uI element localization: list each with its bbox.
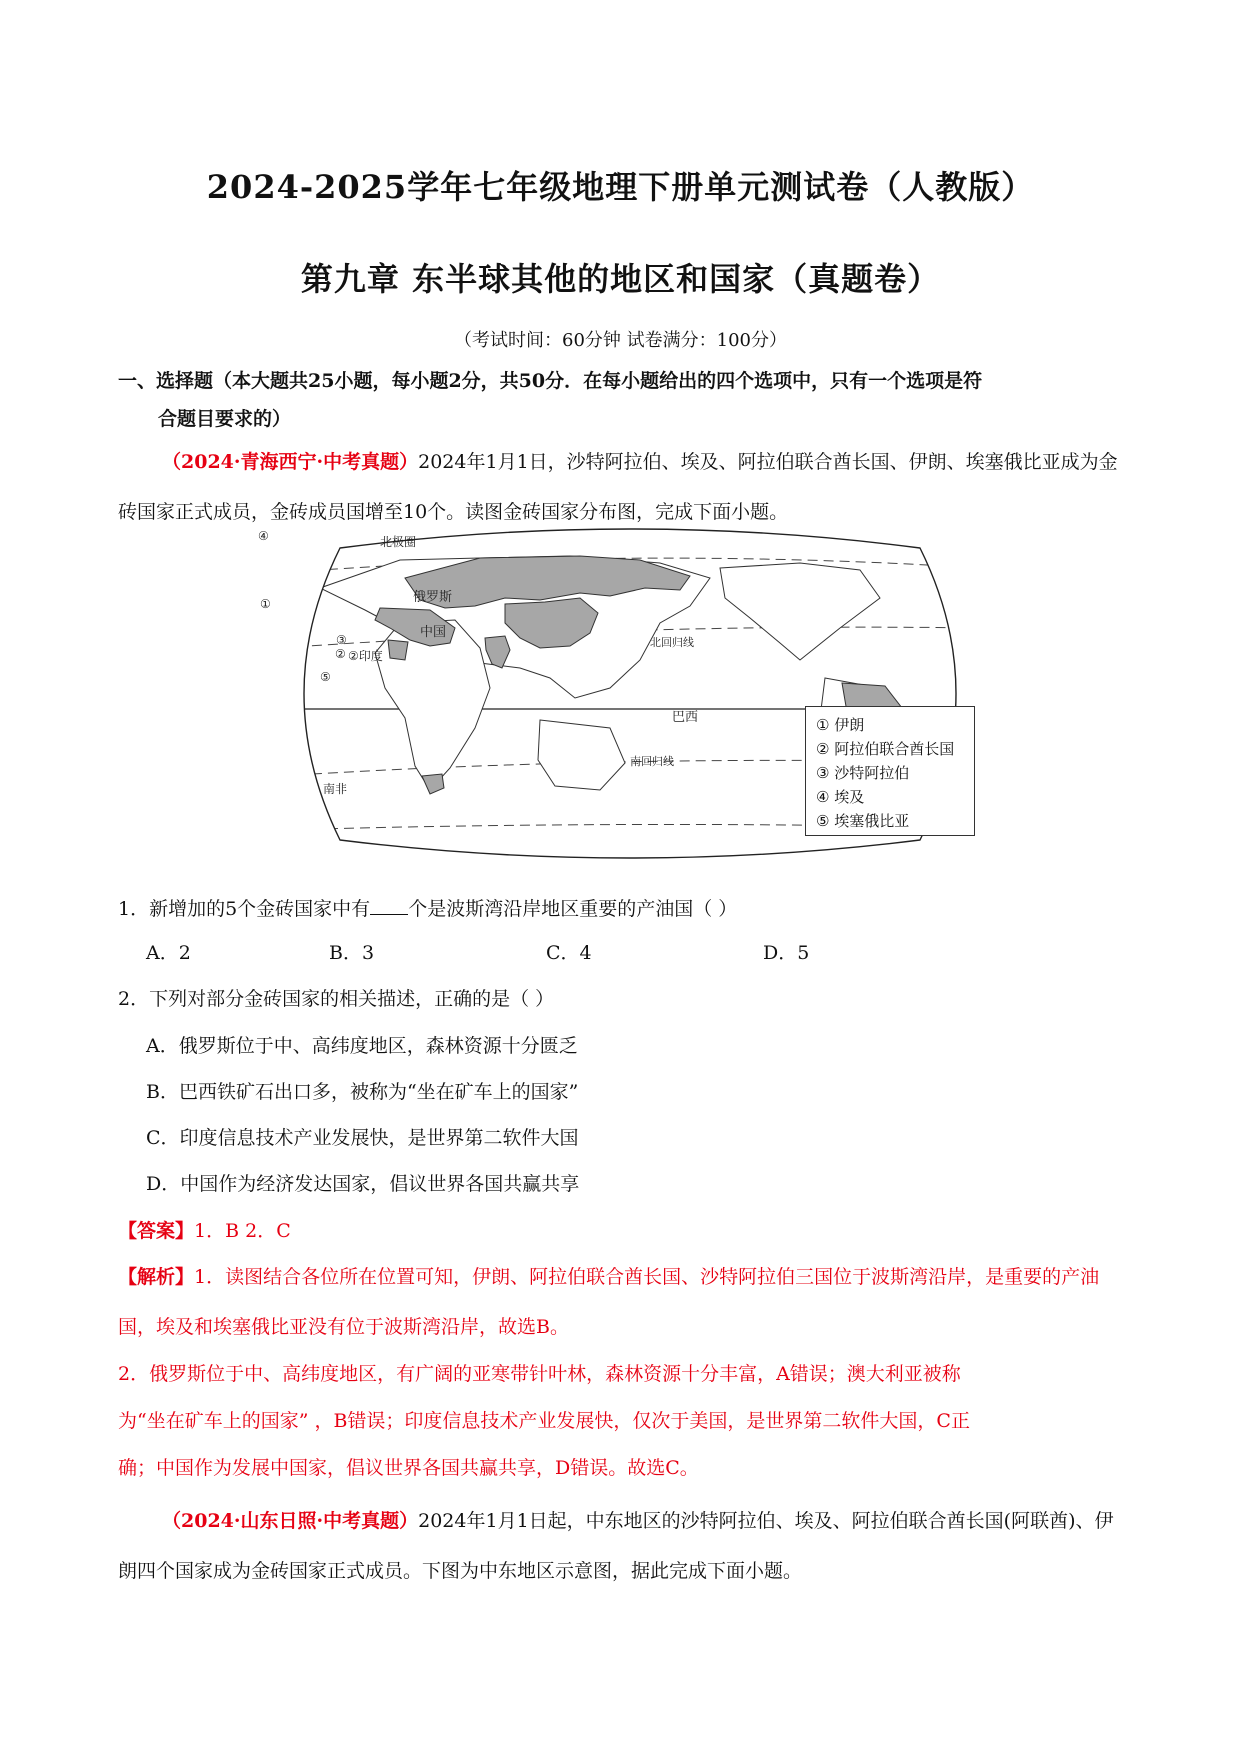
legend-item: ① 伊朗	[816, 716, 865, 734]
analysis-p1	[118, 1252, 1128, 1352]
question-1-stem	[118, 894, 737, 921]
south-africa-label: 南非	[323, 782, 348, 796]
marker-1: ①	[260, 597, 271, 611]
passage-2-source: （2024·山东日照·中考真题）	[162, 1510, 419, 1532]
question-1-stem-before: 1．新增加的5个金砖国家中有	[118, 898, 371, 920]
q2-option-d[interactable]: D．中国作为经济发达国家，倡议世界各国共赢共享	[146, 1173, 580, 1195]
q1-option-c[interactable]: C．4	[546, 942, 592, 964]
q1-option-a[interactable]: A．2	[146, 942, 191, 964]
brazil-label: 巴西	[672, 710, 699, 725]
section-heading-line2: 合题目要求的）	[158, 408, 292, 430]
analysis-p1-text: 1．读图结合各位所在位置可知，伊朗、阿拉伯联合酋长国、沙特阿拉伯三国位于波斯湾沿岸，是重要的产油国，埃及和埃塞俄比亚没有位于波斯湾沿岸，故选B。	[118, 1266, 1100, 1338]
ethiopia-region	[388, 640, 408, 660]
marker-4: ④	[258, 529, 269, 543]
answer-label: 【答案】	[118, 1220, 195, 1242]
answer-text: 1．B 2．C	[194, 1220, 291, 1242]
marker-5: ⑤	[320, 670, 331, 684]
q2-option-b[interactable]: B．巴西铁矿石出口多，被称为“坐在矿车上的国家”	[146, 1081, 579, 1103]
q1-option-d[interactable]: D．5	[763, 942, 810, 964]
legend-item: ② 阿拉伯联合酋长国	[816, 740, 955, 758]
tropic-s-label: 南回归线	[630, 755, 674, 768]
passage-1	[118, 437, 1128, 537]
map-legend	[805, 706, 975, 836]
passage-1-text: 2024年1月1日，沙特阿拉伯、埃及、阿拉伯联合酋长国、伊朗、埃塞俄比亚成为金砖国家正式成员，金砖成员国增至10个。读图金砖国家分布图，完成下面小题。	[118, 451, 1118, 523]
marker-2: ②	[335, 647, 346, 661]
answer-line	[118, 1206, 1128, 1256]
chapter-title: 第九章 东半球其他的地区和国家（真题卷）	[300, 260, 941, 298]
section-heading	[118, 362, 1128, 438]
section-heading-line1: 一、选择题（本大题共25小题，每小题2分，共50分．在每小题给出的四个选项中，只有一个选项是符	[118, 370, 983, 392]
analysis-p2b: 为“坐在矿车上的国家” ，B错误；印度信息技术产业发展快，仅次于美国，是世界第二软件大国，C正	[118, 1410, 970, 1432]
passage-2	[118, 1496, 1128, 1596]
q2-option-a[interactable]: A．俄罗斯位于中、高纬度地区，森林资源十分匮乏	[146, 1035, 578, 1057]
tropic-n-label: 北回归线	[650, 636, 694, 649]
exam-info: （考试时间：60分钟 试卷满分：100分）	[454, 330, 787, 351]
answer-blank	[370, 894, 408, 915]
question-2-stem: 2．下列对部分金砖国家的相关描述，正确的是（ ）	[118, 988, 555, 1010]
legend-item: ④ 埃及	[816, 788, 865, 806]
marker-3: ③	[336, 633, 347, 647]
passage-1-source: （2024·青海西宁·中考真题）	[162, 451, 419, 473]
analysis-p2c: 确；中国作为发展中国家，倡议世界各国共赢共享，D错误。故选C。	[118, 1457, 699, 1479]
question-1-stem-after: 个是波斯湾沿岸地区重要的产油国（ ）	[408, 898, 738, 920]
china-label: 中国	[420, 625, 447, 640]
arctic-label: 北极圈	[380, 535, 417, 549]
q1-option-b[interactable]: B．3	[329, 942, 375, 964]
q2-option-c[interactable]: C．印度信息技术产业发展快，是世界第二软件大国	[146, 1127, 579, 1149]
page-title: 2024-2025学年七年级地理下册单元测试卷（人教版）	[206, 168, 1035, 206]
russia-label: 俄罗斯	[413, 590, 453, 605]
passage-2-text: 2024年1月1日起，中东地区的沙特阿拉伯、埃及、阿拉伯联合酋长国(阿联酋)、伊朗四个国家成为金砖国家正式成员。下图为中东地区示意图，据此完成下面小题。	[118, 1510, 1114, 1582]
analysis-label: 【解析】	[118, 1266, 195, 1288]
south-africa-region	[422, 774, 444, 794]
india-label: ②印度	[348, 649, 383, 663]
legend-item: ⑤ 埃塞俄比亚	[816, 812, 910, 830]
legend-item: ③ 沙特阿拉伯	[816, 764, 910, 782]
analysis-p2a: 2．俄罗斯位于中、高纬度地区，有广阔的亚寒带针叶林，森林资源十分丰富，A错误；澳大利亚被称	[118, 1363, 961, 1385]
